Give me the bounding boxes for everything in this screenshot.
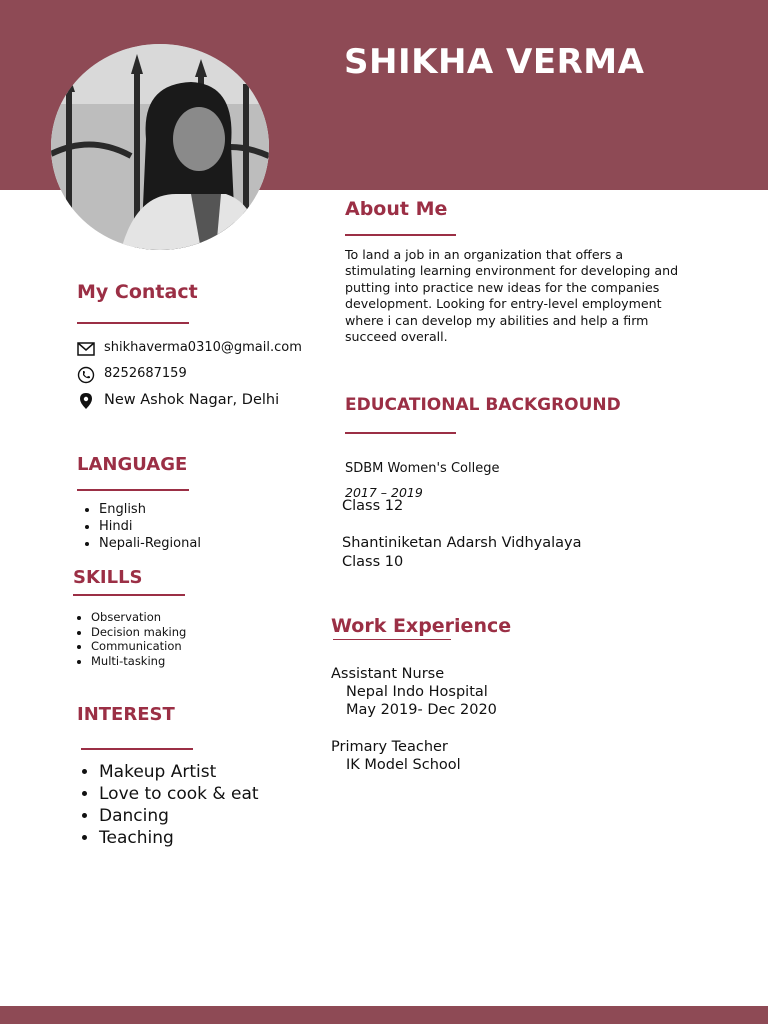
job1-dates: May 2019- Dec 2020 [346, 702, 497, 718]
job2-title: Primary Teacher [331, 739, 448, 755]
contact-address: New Ashok Nagar, Delhi [104, 392, 280, 408]
job2-org: IK Model School [346, 757, 461, 773]
list-item: • Love to cook & eat [99, 783, 259, 805]
skills-heading: SKILLS [73, 567, 143, 588]
list-item: • Nepali-Regional [99, 535, 201, 552]
class-12: Class 12 [342, 498, 404, 514]
list-item: • Multi-tasking [91, 654, 186, 669]
list-item: • Dancing [99, 805, 259, 827]
school-name: Shantiniketan Adarsh Vidhyalaya [342, 535, 582, 551]
candidate-name: SHIKHA VERMA [344, 42, 645, 82]
skills-rule [73, 594, 185, 596]
about-rule [345, 234, 456, 236]
list-item: • Communication [91, 639, 186, 654]
education-heading: EDUCATIONAL BACKGROUND [345, 395, 621, 415]
language-rule [77, 489, 189, 491]
work-heading: Work Experience [331, 615, 512, 637]
contact-heading: My Contact [77, 281, 198, 303]
list-item: • English [99, 501, 201, 518]
contact-email: shikhaverma0310@gmail.com [104, 340, 302, 355]
list-item: • Observation [91, 610, 186, 625]
contact-rule [77, 322, 189, 324]
email-icon [77, 340, 95, 358]
profile-photo [51, 44, 269, 250]
list-item: • Hindi [99, 518, 201, 535]
phone-icon [77, 366, 95, 384]
list-item: • Teaching [99, 827, 259, 849]
footer-band [0, 1006, 768, 1024]
interest-heading: INTEREST [77, 704, 175, 725]
location-pin-icon [77, 392, 95, 410]
list-item: • Decision making [91, 625, 186, 640]
interest-list [77, 761, 259, 849]
college-name: SDBM Women's College [345, 461, 500, 476]
about-heading: About Me [345, 198, 448, 220]
college-years: 2017 – 2019 [345, 485, 423, 500]
about-text: To land a job in an organization that offers a stimulating learning environment for developing and putting into practice new ideas for the companies development. Looking for entry-level employment where i can develop my abilities and help a firm succeed overall. [345, 247, 679, 345]
contact-phone: 8252687159 [104, 366, 187, 381]
education-rule [345, 432, 456, 434]
language-heading: LANGUAGE [77, 454, 188, 475]
skills-list [69, 610, 186, 668]
work-rule [333, 639, 451, 640]
job1-org: Nepal Indo Hospital [346, 684, 488, 700]
job1-title: Assistant Nurse [331, 666, 445, 682]
class-10: Class 10 [342, 554, 404, 570]
language-list [77, 501, 201, 552]
interest-rule [81, 748, 193, 750]
list-item: • Makeup Artist [99, 761, 259, 783]
